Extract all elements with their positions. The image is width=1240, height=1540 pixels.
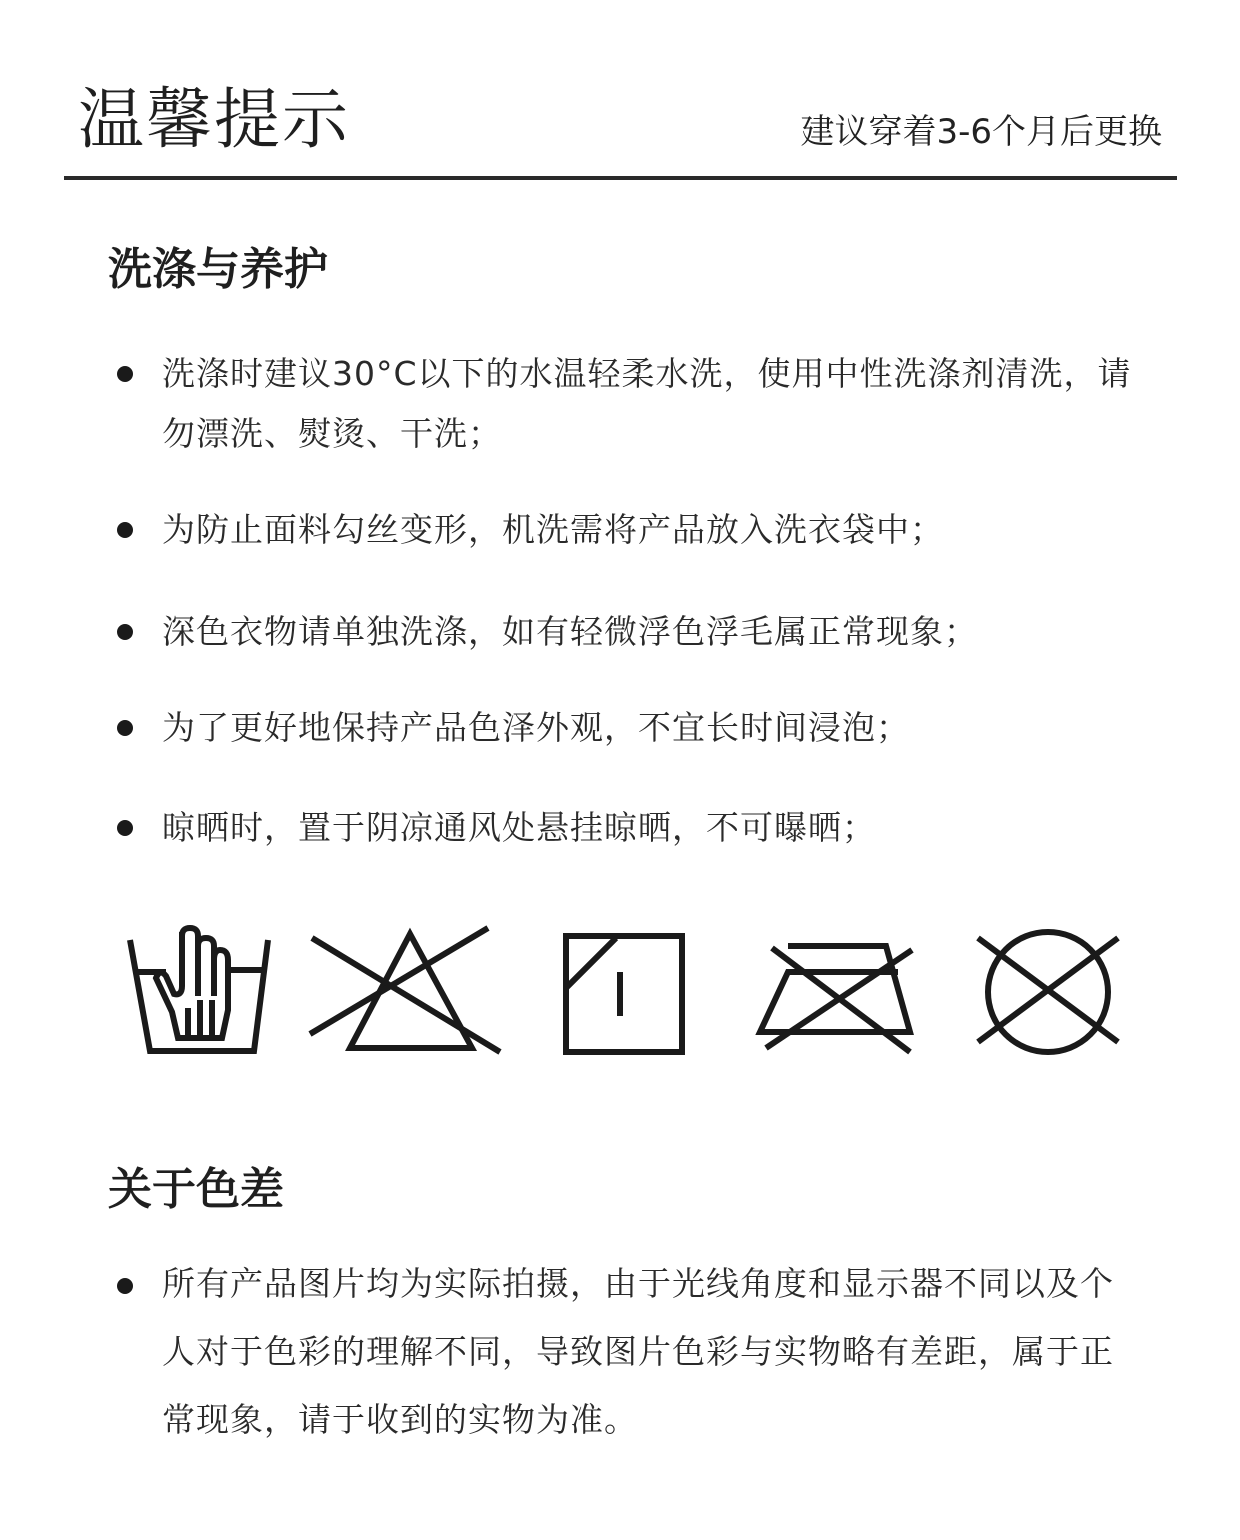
- list-item-text: 晾晒时，置于阴凉通风处悬挂晾晒，不可曝晒；: [162, 808, 876, 847]
- list-item-text: 为防止面料勾丝变形，机洗需将产品放入洗衣袋中；: [162, 510, 944, 549]
- bullet-icon: [117, 1278, 133, 1294]
- bullet-icon: [117, 820, 133, 836]
- list-item: [108, 500, 1148, 560]
- list-item: [108, 1250, 1148, 1460]
- bullet-icon: [117, 366, 133, 382]
- header-divider: [64, 176, 1177, 180]
- header-note: 建议穿着3-6个月后更换: [800, 112, 1162, 152]
- list-item-text: 洗涤时建议30°C以下的水温轻柔水洗，使用中性洗涤剂清洗，请勿漂洗、熨烫、干洗；: [162, 354, 1132, 453]
- section-title-washing: 洗涤与养护: [108, 244, 328, 295]
- bullet-icon: [117, 720, 133, 736]
- list-item-text: 所有产品图片均为实际拍摄，由于光线角度和显示器不同以及个人对于色彩的理解不同，导致图片色彩与实物略有差距，属于正常现象，请于收到的实物为准。: [162, 1264, 1114, 1439]
- do-not-dry-clean-icon: [970, 924, 1126, 1060]
- hand-wash-icon: [118, 920, 288, 1070]
- list-item: [108, 798, 1148, 858]
- list-item-text: 深色衣物请单独洗涤，如有轻微浮色浮毛属正常现象；: [162, 612, 978, 651]
- line-dry-icon: [560, 930, 690, 1058]
- list-item: [108, 602, 1148, 662]
- do-not-iron-icon: [752, 930, 920, 1058]
- list-item: [108, 698, 1148, 758]
- list-item: [108, 344, 1148, 464]
- do-not-bleach-icon: [306, 920, 506, 1060]
- page-title: 温馨提示: [78, 81, 350, 158]
- list-item-text: 为了更好地保持产品色泽外观，不宜长时间浸泡；: [162, 708, 910, 747]
- bullet-icon: [117, 624, 133, 640]
- bullet-icon: [117, 522, 133, 538]
- section-title-color-difference: 关于色差: [108, 1164, 284, 1215]
